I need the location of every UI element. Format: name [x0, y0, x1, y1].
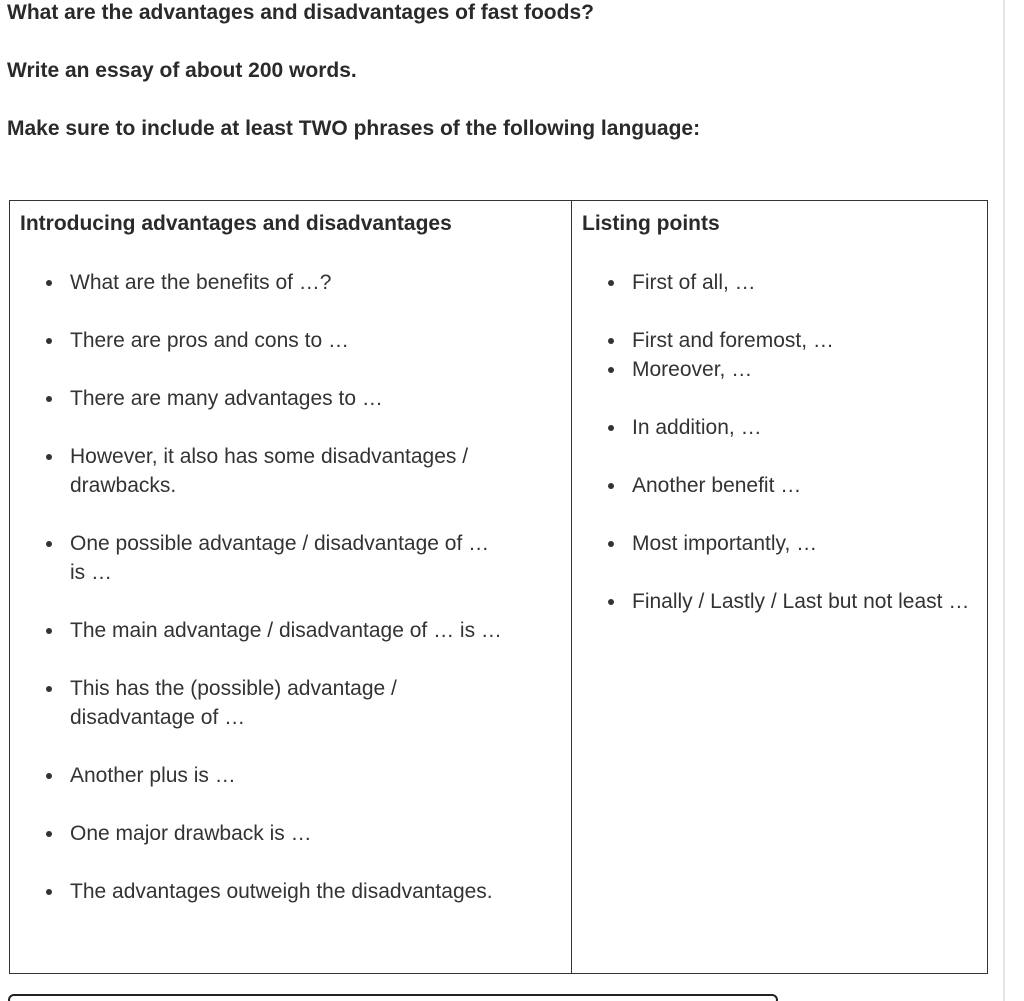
list-item: Most importantly, … [632, 529, 987, 558]
listing-phrases-list [572, 241, 987, 616]
list-item: First and foremost, … [632, 326, 987, 355]
column-header-listing: Listing points [582, 212, 720, 235]
list-item: One possible advantage / disadvantage of … is … [70, 529, 510, 587]
list-item: However, it also has some disadvantages / drawbacks. [70, 442, 510, 500]
language-prompt: Make sure to include at least TWO phrases of the following language: [7, 117, 701, 140]
list-item: One major drawback is … [70, 819, 510, 848]
bottom-input-box-edge [8, 994, 778, 1001]
right-column-cell [572, 201, 988, 974]
list-item: There are pros and cons to … [70, 326, 510, 355]
column-header-introducing: Introducing advantages and disadvantages [20, 212, 452, 235]
list-item: Another benefit … [632, 471, 987, 500]
essay-instruction: Write an essay of about 200 words. [7, 59, 357, 82]
list-item: Another plus is … [70, 761, 510, 790]
list-item: What are the benefits of …? [70, 268, 510, 297]
list-item: The advantages outweigh the disadvantages. [70, 877, 510, 906]
page-edge-divider [1003, 0, 1005, 1001]
question-title: What are the advantages and disadvantages of fast foods? [7, 1, 594, 24]
list-item: Moreover, … [632, 355, 987, 384]
list-item: The main advantage / disadvantage of … is … [70, 616, 510, 645]
introducing-phrases-list [10, 241, 571, 906]
list-item: Finally / Lastly / Last but not least … [632, 587, 987, 616]
list-item: There are many advantages to … [70, 384, 510, 413]
list-item: First of all, … [632, 268, 987, 297]
left-column-cell [10, 201, 572, 974]
list-item: In addition, … [632, 413, 987, 442]
list-item: This has the (possible) advantage / disadvantage of … [70, 674, 510, 732]
phrases-table [9, 200, 988, 974]
phrases-table-body-row [10, 201, 988, 974]
